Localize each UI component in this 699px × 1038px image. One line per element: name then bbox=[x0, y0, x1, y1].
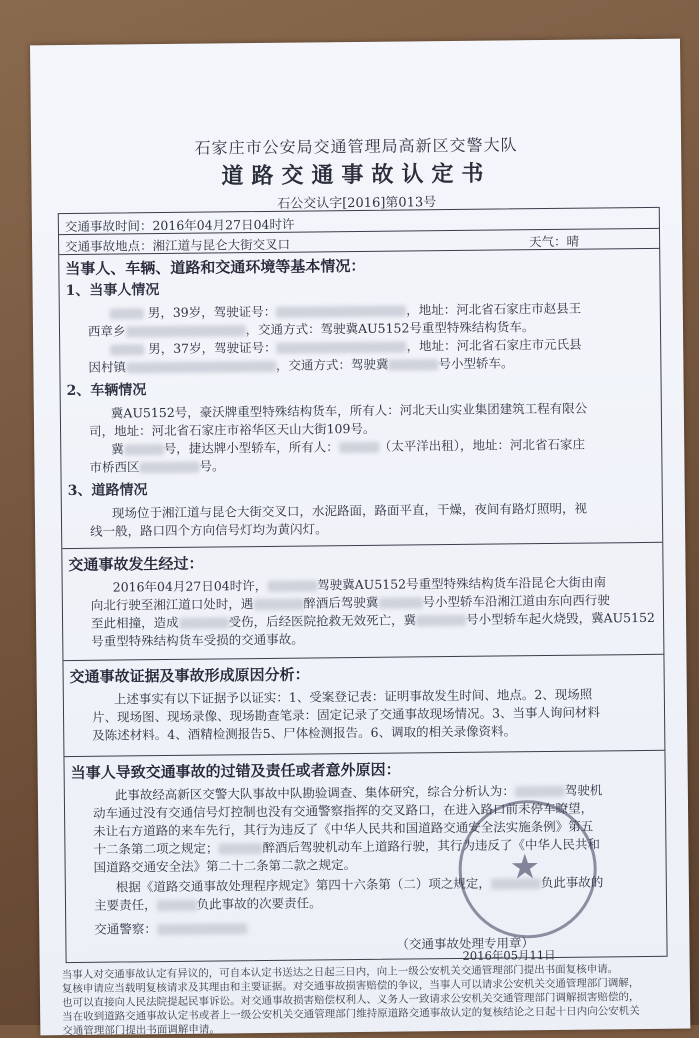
process-line3: 至此相撞，造成 受伤，后经医院抢救无效死亡，冀 号小型轿车起火烧毁，冀AU5152 bbox=[90, 609, 656, 631]
footer-line1: 当事人对交通事故认定有异议的，可自本认定书送达之日起三日内，向上一级公安机关交通管理部门提出书面复核申请。 bbox=[61, 963, 619, 982]
accident-time: 交通事故时间：2016年04月27日04时许 bbox=[64, 216, 295, 235]
vehicles-title: 2、车辆情况 bbox=[66, 382, 147, 400]
report-date: 2016年05月11日 bbox=[462, 947, 556, 963]
fault-line2: 动车通过没有交通信号灯控制也没有交通警察指挥的交叉路口，在进入路口前未停车瞭望， bbox=[92, 800, 594, 821]
fault-line4: 十二条第二项之规定； 醉酒后驾驶机动车上道路行驶，其行为违反了《中华人民共和 bbox=[93, 836, 601, 857]
footer-line4: 当在收到道路交通事故认定书或者上一级公安机关交通管理部门维持原道路交通事故认定的复核结论之日起十日内向公安机关 bbox=[62, 1005, 640, 1024]
footer-line3: 也可以直接向人民法院提起民事诉讼。对交通事故损害赔偿权利人、义务人一致请求公安机关交通管理部门调解损害赔偿的， bbox=[61, 991, 640, 1010]
fault-line7: 主要责任， 负此事故的次要责任。 bbox=[93, 895, 322, 913]
party2-line1: 男，37岁，驾驶证号： ，地址：河北省石家庄市元氏县 bbox=[110, 335, 582, 358]
basic-situation-section bbox=[59, 248, 662, 549]
officer-label: 交通警察： bbox=[94, 918, 247, 938]
accident-place: 交通事故地点：湘江道与昆仑大街交叉口 bbox=[65, 236, 291, 255]
seal-star-icon: ★ bbox=[509, 847, 541, 888]
accident-report-paper bbox=[30, 39, 690, 1036]
vehicle2-line2: 市桥西区 号。 bbox=[89, 458, 225, 475]
fault-line5: 国道路交通安全法》第二十二条第二款之规定。 bbox=[93, 857, 357, 875]
footer-line2: 复核申请应当载明复核请求及其理由和主要证据。对交通事故损害赔偿的争议，当事人可以请求公安机关交通管理部门调解， bbox=[61, 977, 640, 996]
vehicle1-line2: 司，地址：河北省石家庄市裕华区天山大街109号。 bbox=[88, 420, 376, 439]
vehicle1-line1: 冀AU5152号，豪沃牌重型特殊结构货车，所有人：河北天山实业集团建筑工程有限公 bbox=[110, 400, 588, 421]
fault-line1: 此事故经高新区交警大队事故中队勘验调查、集体研究，综合分析认为： 驾驶机 bbox=[114, 782, 603, 803]
process-line2: 向北行驶至湘江道口处时，遇 醉酒后驾驶冀 号小型轿车沿湘江道由东向西行驶 bbox=[90, 592, 610, 613]
evidence-line3: 及陈述材料。4、酒精检测报告5、尸体检测报告。6、调取的相关录像资料。 bbox=[92, 723, 517, 743]
party2-line2: 因村镇 ，交通方式：驾驶冀 号小型轿车。 bbox=[88, 355, 514, 375]
road-line2: 线一般，路口四个方向信号灯均为黄闪灯。 bbox=[90, 521, 328, 539]
evidence-title: 交通事故证据及事故形成原因分析： bbox=[69, 665, 310, 687]
fault-title: 当事人导致交通事故的过错及责任或者意外原因： bbox=[70, 760, 401, 783]
road-title: 3、道路情况 bbox=[67, 482, 148, 500]
process-title: 交通事故发生经过： bbox=[68, 554, 204, 575]
weather: 天气：晴 bbox=[529, 233, 580, 250]
party1-line1: 男，39岁，驾驶证号： ，地址：河北省石家庄市赵县王 bbox=[110, 299, 582, 322]
basic-situation-title: 当事人、车辆、道路和交通环境等基本情况： bbox=[65, 256, 366, 279]
fault-line6: 根据《道路交通事故处理程序规定》第四十六条第（二）项之规定， 负此事故的 bbox=[115, 874, 604, 895]
document-title: 道路交通事故认定书 bbox=[221, 160, 492, 190]
footer-line5: 交通管理部门提出书面调解申请。 bbox=[62, 1023, 220, 1038]
road-line1: 现场位于湘江道与昆仑大街交叉口，水泥路面，路面平直，干燥，夜间有路灯照明，视 bbox=[111, 500, 587, 521]
process-line4: 号重型特殊结构货车受损的交通事故。 bbox=[91, 631, 304, 649]
evidence-section bbox=[63, 654, 664, 757]
seal-label: （交通事故处理专用章） bbox=[396, 935, 535, 952]
official-seal bbox=[458, 800, 597, 939]
fault-line3: 未让右方道路的来车先行，其行为违反了《中华人民共和国道路交通安全法实施条例》第五 bbox=[93, 818, 594, 839]
evidence-line2: 片、现场图、现场录像、现场勘查笔录：固定记录了交通事故现场情况。3、当事人询问材料 bbox=[91, 704, 601, 725]
document-number: 石公交认字[2016]第013号 bbox=[277, 195, 437, 212]
evidence-line1: 上述事实有以下证据予以证实：1、受案登记表：证明事故发生时间、地点。2、现场照 bbox=[113, 686, 593, 707]
agency-name: 石家庄市公安局交通管理局高新区交警大队 bbox=[194, 135, 518, 158]
process-line1: 2016年04月27日04时许， 驾驶冀AU5152号重型特殊结构货车沿昆仑大街由南 bbox=[112, 574, 607, 595]
party1-line2: 西章乡 ，交通方式：驾驶冀AU5152号重型特殊结构货车。 bbox=[87, 319, 535, 339]
vehicle2-line1: 冀 号，捷达牌小型轿车，所有人： （太平洋出租），地址：河北省石家庄 bbox=[111, 436, 586, 457]
parties-title: 1、当事人情况 bbox=[65, 282, 160, 300]
process-section bbox=[62, 542, 663, 661]
